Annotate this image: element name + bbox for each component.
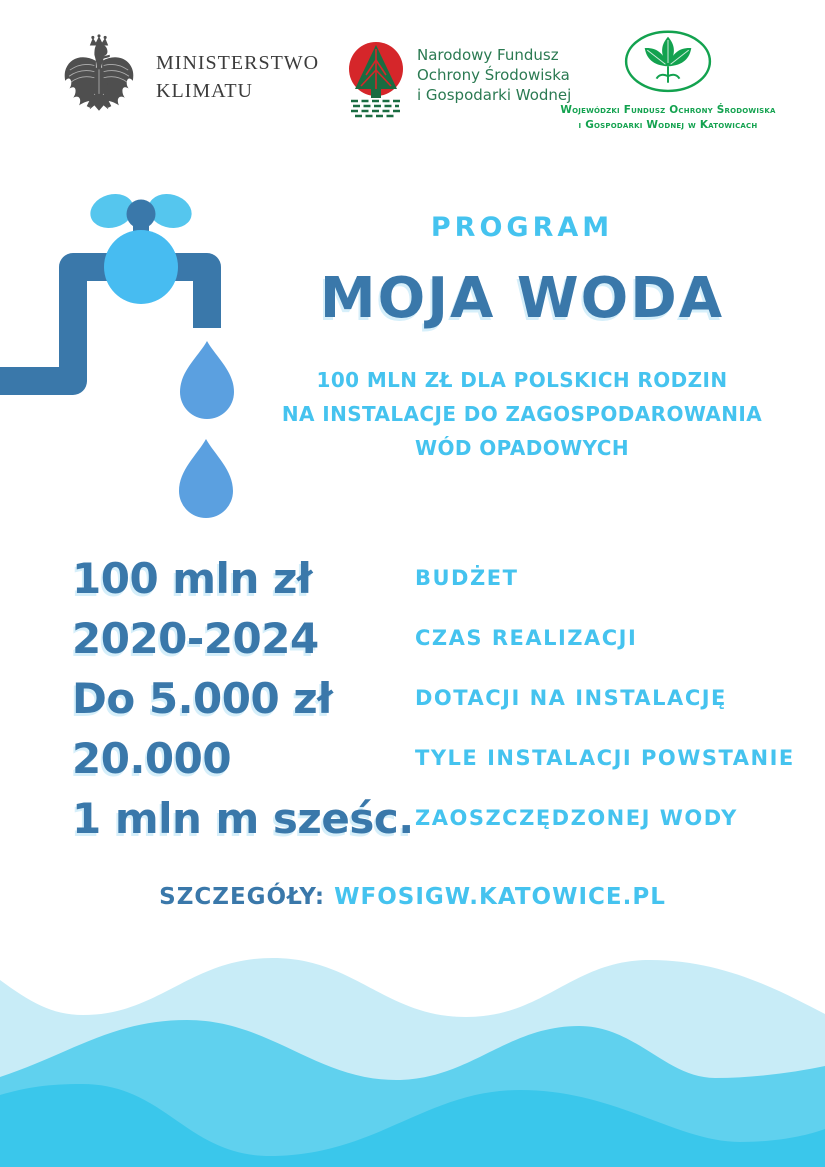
national-fund-line-1: Narodowy Fundusz	[417, 46, 559, 64]
stat-label: TYLE INSTALACJI POWSTANIE	[415, 746, 795, 770]
regional-fund-line-1: Wojewódzki Fundusz Ochrony Środowiska	[560, 104, 776, 116]
stat-value: Do 5.000 zł	[72, 673, 333, 723]
program-kicker: PROGRAM	[430, 212, 614, 243]
faucet-pipe	[0, 267, 207, 381]
page-title: MOJA WODA	[319, 266, 725, 331]
stat-value: 20.000	[72, 733, 232, 783]
stat-row-budget	[72, 548, 762, 608]
subtitle-line-2: NA INSTALACJE DO ZAGOSPODAROWANIA	[281, 402, 763, 426]
ministry-of-climate-logo	[60, 34, 319, 120]
details-website-link[interactable]: WFOSIGW.KATOWICE.PL	[334, 884, 666, 910]
water-waves-icon	[0, 932, 825, 1167]
regional-fund-logo	[560, 26, 776, 133]
national-fund-logo-text	[417, 46, 571, 106]
regional-fund-logo-text	[560, 103, 776, 133]
stat-row-timeframe	[72, 608, 762, 668]
three-leaves-ellipse-icon	[622, 26, 714, 100]
stat-row-grant	[72, 668, 762, 728]
national-fund-logo	[344, 40, 571, 120]
tree-in-red-circle-icon	[344, 40, 408, 120]
stat-label: CZAS REALIZACJI	[415, 626, 638, 650]
subtitle-line-3: WÓD OPADOWYCH	[415, 436, 629, 460]
stat-value: 2020-2024	[72, 613, 319, 663]
ministry-line-1: MINISTERSTWO	[156, 52, 320, 74]
national-fund-line-2: Ochrony Środowiska	[417, 65, 570, 84]
subtitle-line-1: 100 MLN ZŁ DLA POLSKICH RODZIN	[316, 368, 728, 392]
stat-value: 100 mln zł	[72, 553, 313, 603]
faucet-valve	[104, 230, 178, 304]
ministry-logo-text	[156, 50, 319, 105]
stat-label: BUDŻET	[415, 566, 519, 590]
details-label: SZCZEGÓŁY:	[159, 884, 326, 910]
ministry-line-2: KLIMATU	[156, 79, 253, 102]
stat-row-installations	[72, 728, 795, 788]
polish-eagle-icon	[60, 34, 138, 120]
regional-fund-line-2: i Gospodarki Wodnej w Katowicach	[578, 119, 758, 132]
stat-row-water-saved	[72, 788, 762, 848]
water-drop-icon	[180, 341, 234, 419]
stats-list	[72, 548, 795, 848]
national-fund-line-3: i Gospodarki Wodnej	[417, 85, 572, 104]
details-footer	[0, 884, 825, 910]
faucet-icon	[0, 185, 240, 530]
stat-label: DOTACJI NA INSTALACJĘ	[415, 686, 727, 710]
stat-label: ZAOSZCZĘDZONEJ WODY	[415, 806, 738, 830]
water-drop-icon	[179, 439, 233, 518]
stat-value: 1 mln m sześc.	[72, 793, 414, 843]
program-subtitle	[252, 363, 792, 465]
